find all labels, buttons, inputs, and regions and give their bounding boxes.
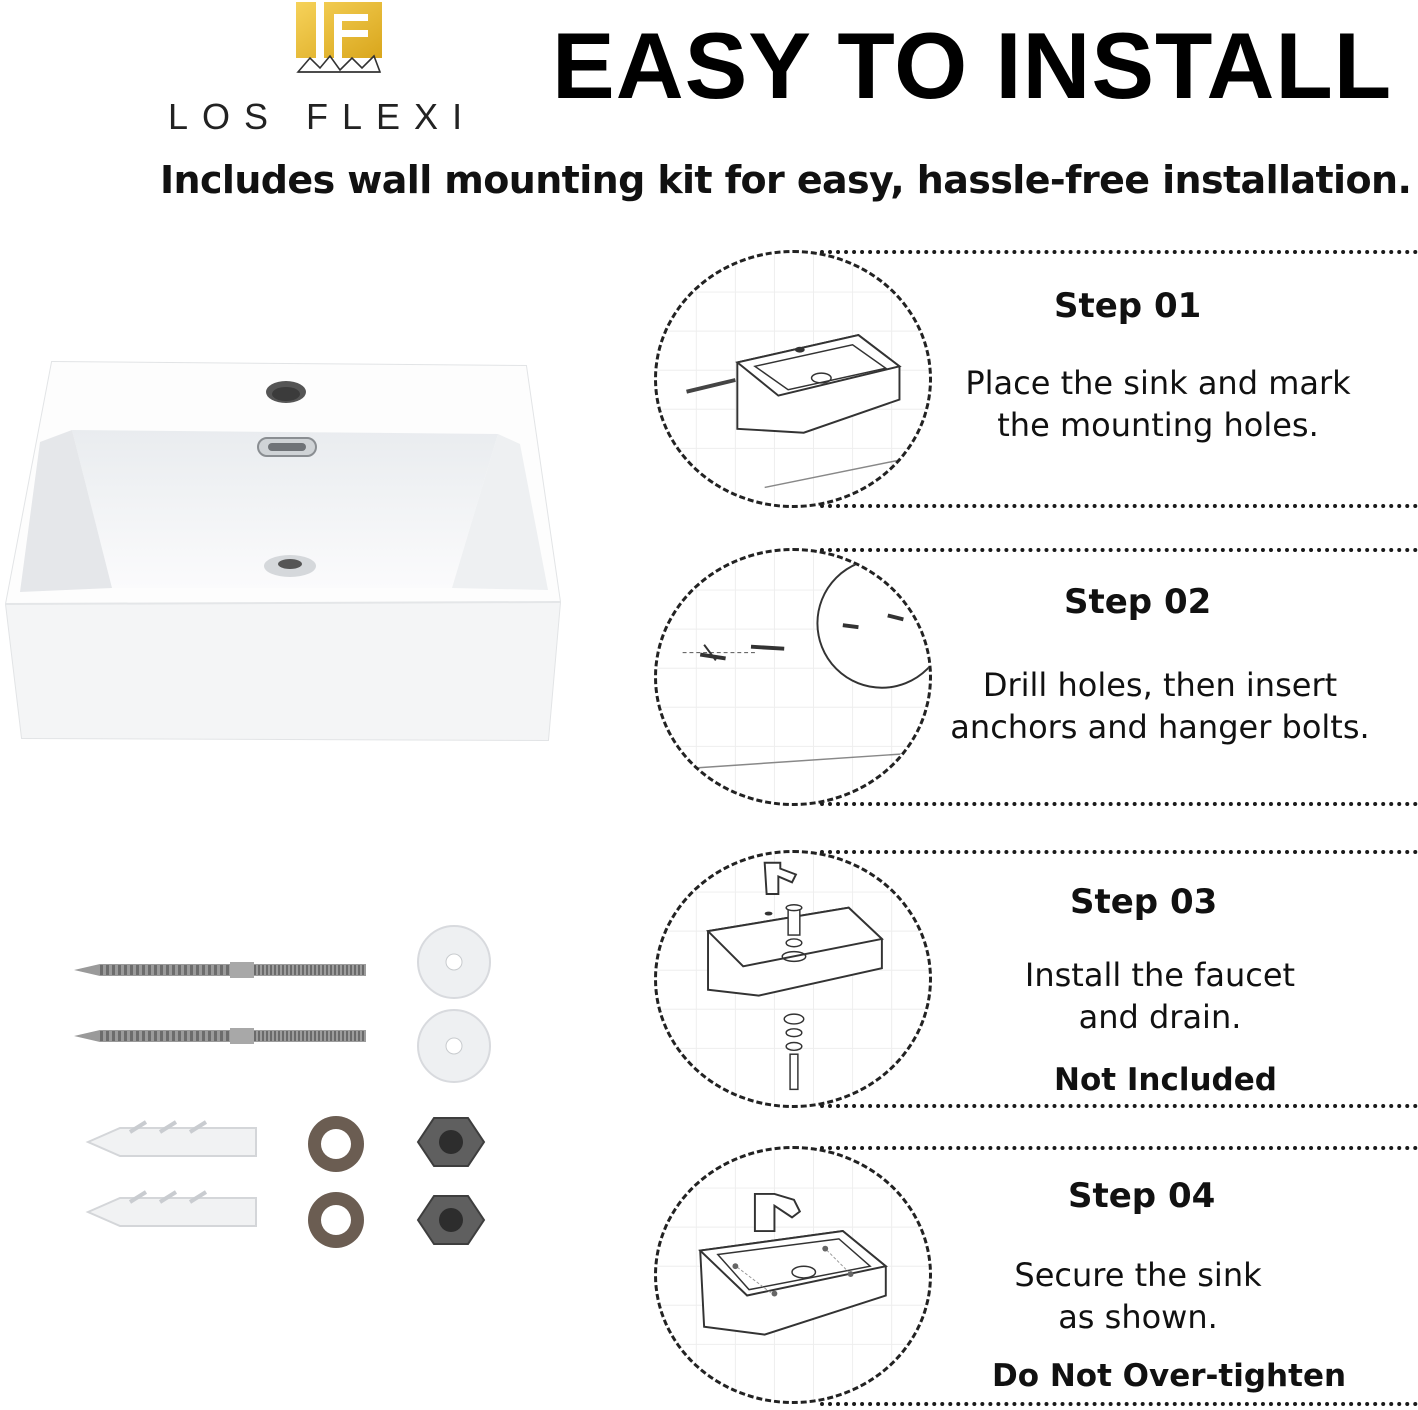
step-1-description (954, 362, 1362, 446)
hex-nut-icon (418, 1196, 484, 1244)
step-1-line-2: the mounting holes. (997, 406, 1319, 444)
page-title: EASY TO INSTALL (552, 13, 1393, 118)
wall-anchor-icon (88, 1192, 256, 1226)
step-2-illustration (654, 548, 932, 806)
hanger-bolt-icon (74, 962, 366, 978)
brand-name: LOS FLEXI (168, 96, 477, 137)
step-4-line-1: Secure the sink (1014, 1256, 1262, 1294)
step-4-title: Step 04 (1068, 1176, 1216, 1216)
step-2-line-2: anchors and hanger bolts. (950, 708, 1370, 746)
dark-washer-icon (308, 1116, 364, 1172)
brand-logo (296, 2, 382, 74)
step-2 (640, 548, 1418, 810)
page-subtitle: Includes wall mounting kit for easy, hassle-free installation. (160, 158, 1412, 202)
step-4 (640, 1146, 1418, 1408)
mounting-kit-image (60, 910, 510, 1250)
white-washer-icon (418, 926, 490, 998)
step-3-title: Step 03 (1070, 882, 1218, 922)
step-2-title: Step 02 (1064, 582, 1212, 622)
hex-nut-icon (418, 1118, 484, 1166)
step-4-illustration (654, 1146, 932, 1404)
step-3 (640, 850, 1418, 1112)
white-washer-icon (418, 1010, 490, 1082)
step-1-title: Step 01 (1054, 286, 1202, 326)
step-1-illustration (654, 250, 932, 508)
sink-image (0, 352, 570, 752)
step-1 (640, 250, 1418, 512)
step-3-line-2: and drain. (1078, 998, 1242, 1036)
step-4-description (960, 1254, 1316, 1338)
step-4-line-2: as shown. (1058, 1298, 1218, 1336)
step-3-line-1: Install the faucet (1024, 956, 1296, 994)
step-2-description (940, 664, 1380, 748)
step-3-illustration (654, 850, 932, 1108)
hanger-bolt-icon (74, 1028, 366, 1044)
step-1-line-1: Place the sink and mark (965, 364, 1351, 402)
step-3-note: Not Included (1054, 1062, 1277, 1098)
step-2-line-1: Drill holes, then insert (982, 666, 1338, 704)
wall-anchor-icon (88, 1122, 256, 1156)
lf-logo-icon (296, 2, 382, 74)
dark-washer-icon (308, 1192, 364, 1248)
step-3-description (970, 954, 1350, 1038)
step-4-note: Do Not Over-tighten (992, 1358, 1347, 1394)
